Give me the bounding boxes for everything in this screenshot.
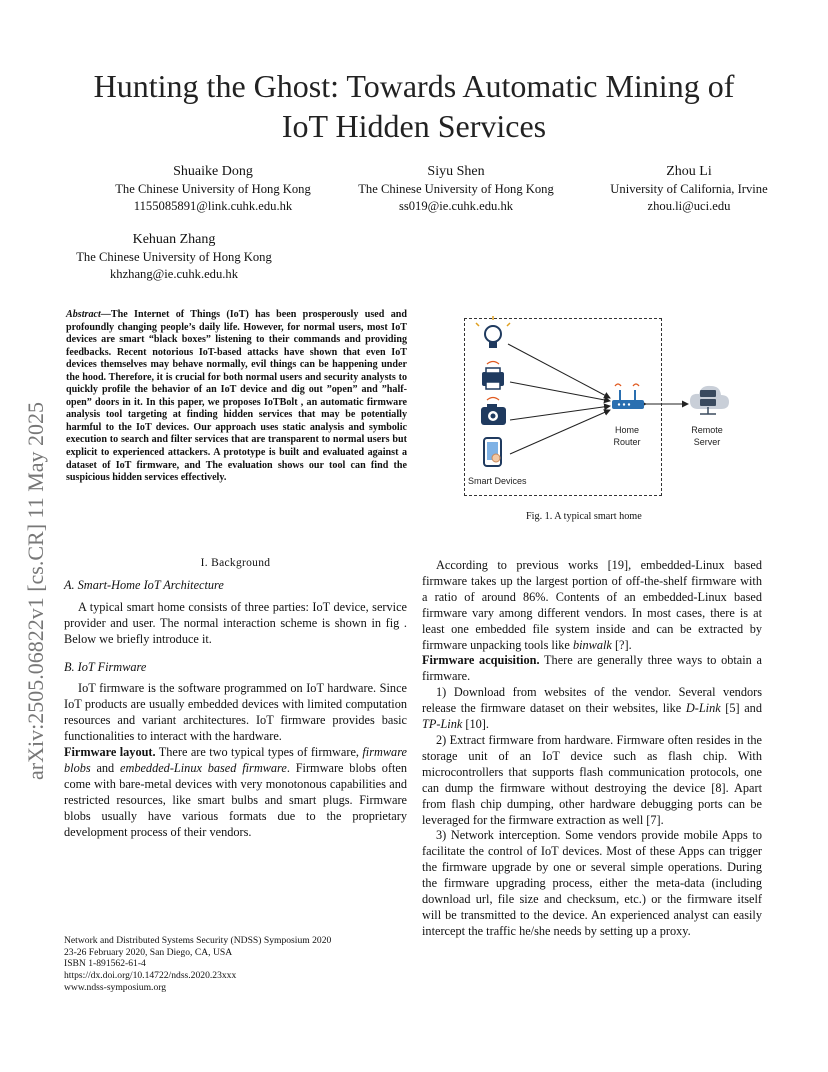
title-line-2: IoT Hidden Services [281,108,547,144]
paragraph: IoT firmware is the software programmed on IoT hardware. Since IoT products are usually embedded devices with limited computation resources and variant architectures. IoT firmware provides basic functionalities to interact with the hardware. [64,681,407,744]
abstract [66,309,407,485]
author-email: ss019@ie.cuhk.edu.hk [398,199,514,213]
run-in-heading: Firmware layout. [64,745,156,760]
list-item: 1) Download from websites of the vendor. Several vendors release the firmware dataset on their websites, like D-Link [5] and TP-Link [10]. [422,685,762,732]
author-block-1 [94,163,332,216]
author-affiliation: The Chinese University of Hong Kong [115,181,311,196]
paragraph: A typical smart home consists of three parties: IoT device, service provider and user. The normal interaction scheme is shown in fig . Below we briefly introduce it. [64,599,407,646]
author-email: khzhang@ie.cuhk.edu.hk [109,267,239,281]
abstract-text: —The Internet of Things (IoT) has been prosperously used and profoundly changing people’s daily life. However, for normal users, most IoT devices are smart “black boxes” listening to their commands and providing feedbacks. Recent notorious IoT-based attacks have shown that even IoT devices themselves may behave normally, evil things can be happening under the hood. Therefore, it is crucial for both normal users and security analysts to quickly profile the behavior of an IoT device and dig out ”open” and ”half-open” doors in it. In this paper, we proposes IoTBolt , an automatic firmware analysis tool targeting at finding hidden services that may be potentially harmful to the IoT devices. Our approach uses static analysis and symbolic execution to search and filter services that are transparent to normal users but explicit to experienced attackers. A prototype is built and evaluated against a dataset of IoT firmware, and The evaluation shows our tool can find the suspicious hidden services effectively. [66,309,407,484]
smartphone-icon [484,438,501,466]
link-phone [510,410,610,454]
figure-diagram [460,314,760,500]
bulb-icon [476,316,510,348]
list-item: 3) Network interception. Some vendors provide mobile Apps to facilitate the control of IoT devices. Most of these Apps can trigger the firmware upgrade by one or several simple operations. During the firmware upgrading process, either the meta-data (including download url, file size and checksum, etc.) or the firmware itself will be transmitted to the device. An experienced analyst can easily intercept the traffic he/she needs by setting up a proxy. [422,828,762,938]
section-heading: I. Background [200,557,271,569]
list-item: 2) Extract firmware from hardware. Firmware often resides in the storage unit of an IoT device such as flash chip. With microcontrollers that supports flash communication protocols, one can dump the firmware without destroying the device [8]. Apart from flash chip dumping, other hardware debugging ports can be leveraged for the firmware extraction as well [7]. [422,732,762,827]
cloud-server-icon [690,386,729,414]
paragraph-firmware-layout: Firmware layout. There are two typical types of firmware, firmware blobs and embedded-Linux based firmware. Firmware blobs often come with bare-metal devices with very monotonous capabilities and restricted resources, like smart bulbs and smart plugs. Firmware blobs usually have various formats due to the proprietary development process of their vendors. [64,745,407,839]
author-affiliation: University of California, Irvine [610,181,768,196]
router-icon [612,384,644,409]
title-line-1: Hunting the Ghost: Towards Automatic Mining of [93,68,735,104]
paper-title [40,66,788,146]
author-block-3 [582,163,796,216]
author-name: Shuaike Dong [173,164,253,179]
link-camera [510,406,610,420]
link-bulb [508,344,610,398]
subsection-heading: B. IoT Firmware [64,659,147,674]
author-email: 1155085891@link.cuhk.edu.hk [133,199,293,213]
author-name: Zhou Li [666,164,712,179]
author-name: Siyu Shen [427,164,485,179]
paragraph-firmware-acquisition: Firmware acquisition. There are generally three ways to obtain a firmware. [422,653,762,684]
printer-icon [482,362,504,390]
left-column [64,556,407,841]
run-in-heading: Firmware acquisition. [422,653,540,668]
figure-label-remote-server: Remote Server [691,425,723,447]
author-block-2 [340,163,572,216]
figure-caption: Fig. 1. A typical smart home [526,511,642,522]
paragraph: According to previous works [19], embedded-Linux based firmware takes up the largest portion of off-the-shelf firmware with a ratio of around 86%. Contents of an embedded-Linux based firmware vary among different vendors. In most cases, there is at least one embedded file system inside and can be extracted by firmware unpacking tools like binwalk [?]. [422,558,762,652]
author-email: zhou.li@uci.edu [647,199,731,213]
right-column [422,558,762,940]
figure-label-smart-devices: Smart Devices [468,476,527,486]
author-affiliation: The Chinese University of Hong Kong [76,249,272,264]
author-affiliation: The Chinese University of Hong Kong [358,181,554,196]
author-name: Kehuan Zhang [132,232,216,247]
abstract-label: Abstract [66,309,101,320]
figure-label-home-router: Home Router [613,425,641,447]
camera-icon [481,398,506,426]
footnote: Network and Distributed Systems Security (NDSS) Symposium 2020 23-26 February 2020, San Diego, CA, USA ISBN 1-891562-61-4 https://dx.doi.org/10.14722/ndss.2020.23xxx www.ndss-symposium.org [64,935,332,993]
arxiv-identifier: arXiv:2505.06822v1 [cs.CR] 11 May 2025 [23,401,48,780]
link-printer [510,382,610,401]
subsection-heading: A. Smart-Home IoT Architecture [64,577,224,592]
author-block-4 [62,231,286,284]
